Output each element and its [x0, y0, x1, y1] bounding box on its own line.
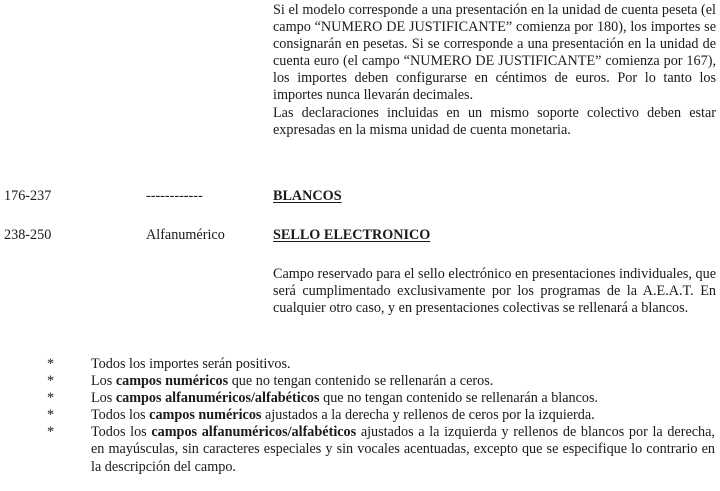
currency-unit-text: Si el modelo corresponde a una presentación en la unidad de cuenta peseta (el campo “NUMERO DE JUSTIFICANTE” comienza por 180), los importes se consignarán en pesetas. Si se corresponde a una presentación en la unidad de cuenta euro (el campo “NUMERO DE JUSTIFICANTE” comienza por 167), los importes deben configurarse en céntimos de euros. Por lo tanto los importes nunca llevarán decimales.	[273, 2, 716, 104]
sello-description-paragraph: Campo reservado para el sello electrónico en presentaciones individuales, que será cumplimentado exclusivamente por los programas de la A.E.A.T. En cualquier otro caso, y en presentaciones colectivas se rellenará a blancos.	[273, 266, 716, 317]
field-type: ------------	[146, 188, 203, 204]
field-position: 176-237	[4, 188, 52, 204]
field-name: BLANCOS	[273, 188, 342, 204]
note-bold-text: campos numéricos	[115, 373, 229, 390]
note-text-end: ajustados a la derecha y rellenos de ceros por la izquierda.	[261, 407, 595, 424]
note-text: Todos los	[91, 407, 150, 424]
note-text-end: ajustados a la izquierda y rellenos de blancos por la derecha, en mayúsculas, sin caracteres especiales y sin vocales acentuadas, excepto que se especifique lo contrario en la descripción del campo.	[91, 424, 715, 475]
general-notes-list	[0, 356, 720, 476]
field-position: 238-250	[4, 227, 52, 243]
bullet-asterisk: *	[47, 424, 55, 441]
bullet-asterisk: *	[47, 356, 55, 372]
currency-unit-paragraph	[273, 2, 716, 139]
note-bold-text: campos alfanuméricos/alfabéticos	[151, 424, 357, 441]
bullet-asterisk: *	[47, 407, 55, 424]
field-name: SELLO ELECTRONICO	[273, 227, 431, 243]
note-text: Todos los importes serán positivos.	[91, 356, 291, 372]
bullet-asterisk: *	[47, 373, 55, 390]
note-text: Todos los	[91, 424, 152, 441]
note-text: Los	[91, 390, 116, 407]
note-bold-text: campos numéricos	[149, 407, 262, 424]
list-item	[0, 356, 715, 373]
field-row-sello-electronico	[0, 227, 720, 247]
list-item	[0, 390, 715, 407]
list-item	[0, 373, 715, 390]
note-text-end: que no tengan contenido se rellenarán a ceros.	[228, 373, 494, 390]
list-item	[0, 407, 715, 424]
collective-support-text: Las declaraciones incluidas en un mismo soporte colectivo deben estar expresadas en la misma unidad de cuenta monetaria.	[273, 104, 716, 138]
list-item	[0, 424, 715, 475]
field-type: Alfanumérico	[146, 227, 225, 243]
note-text: Los	[91, 373, 116, 390]
note-bold-text: campos alfanuméricos/alfabéticos	[115, 390, 320, 407]
note-text-end: que no tengan contenido se rellenarán a blancos.	[319, 390, 599, 407]
bullet-asterisk: *	[47, 390, 55, 407]
field-row-blancos	[0, 188, 720, 208]
